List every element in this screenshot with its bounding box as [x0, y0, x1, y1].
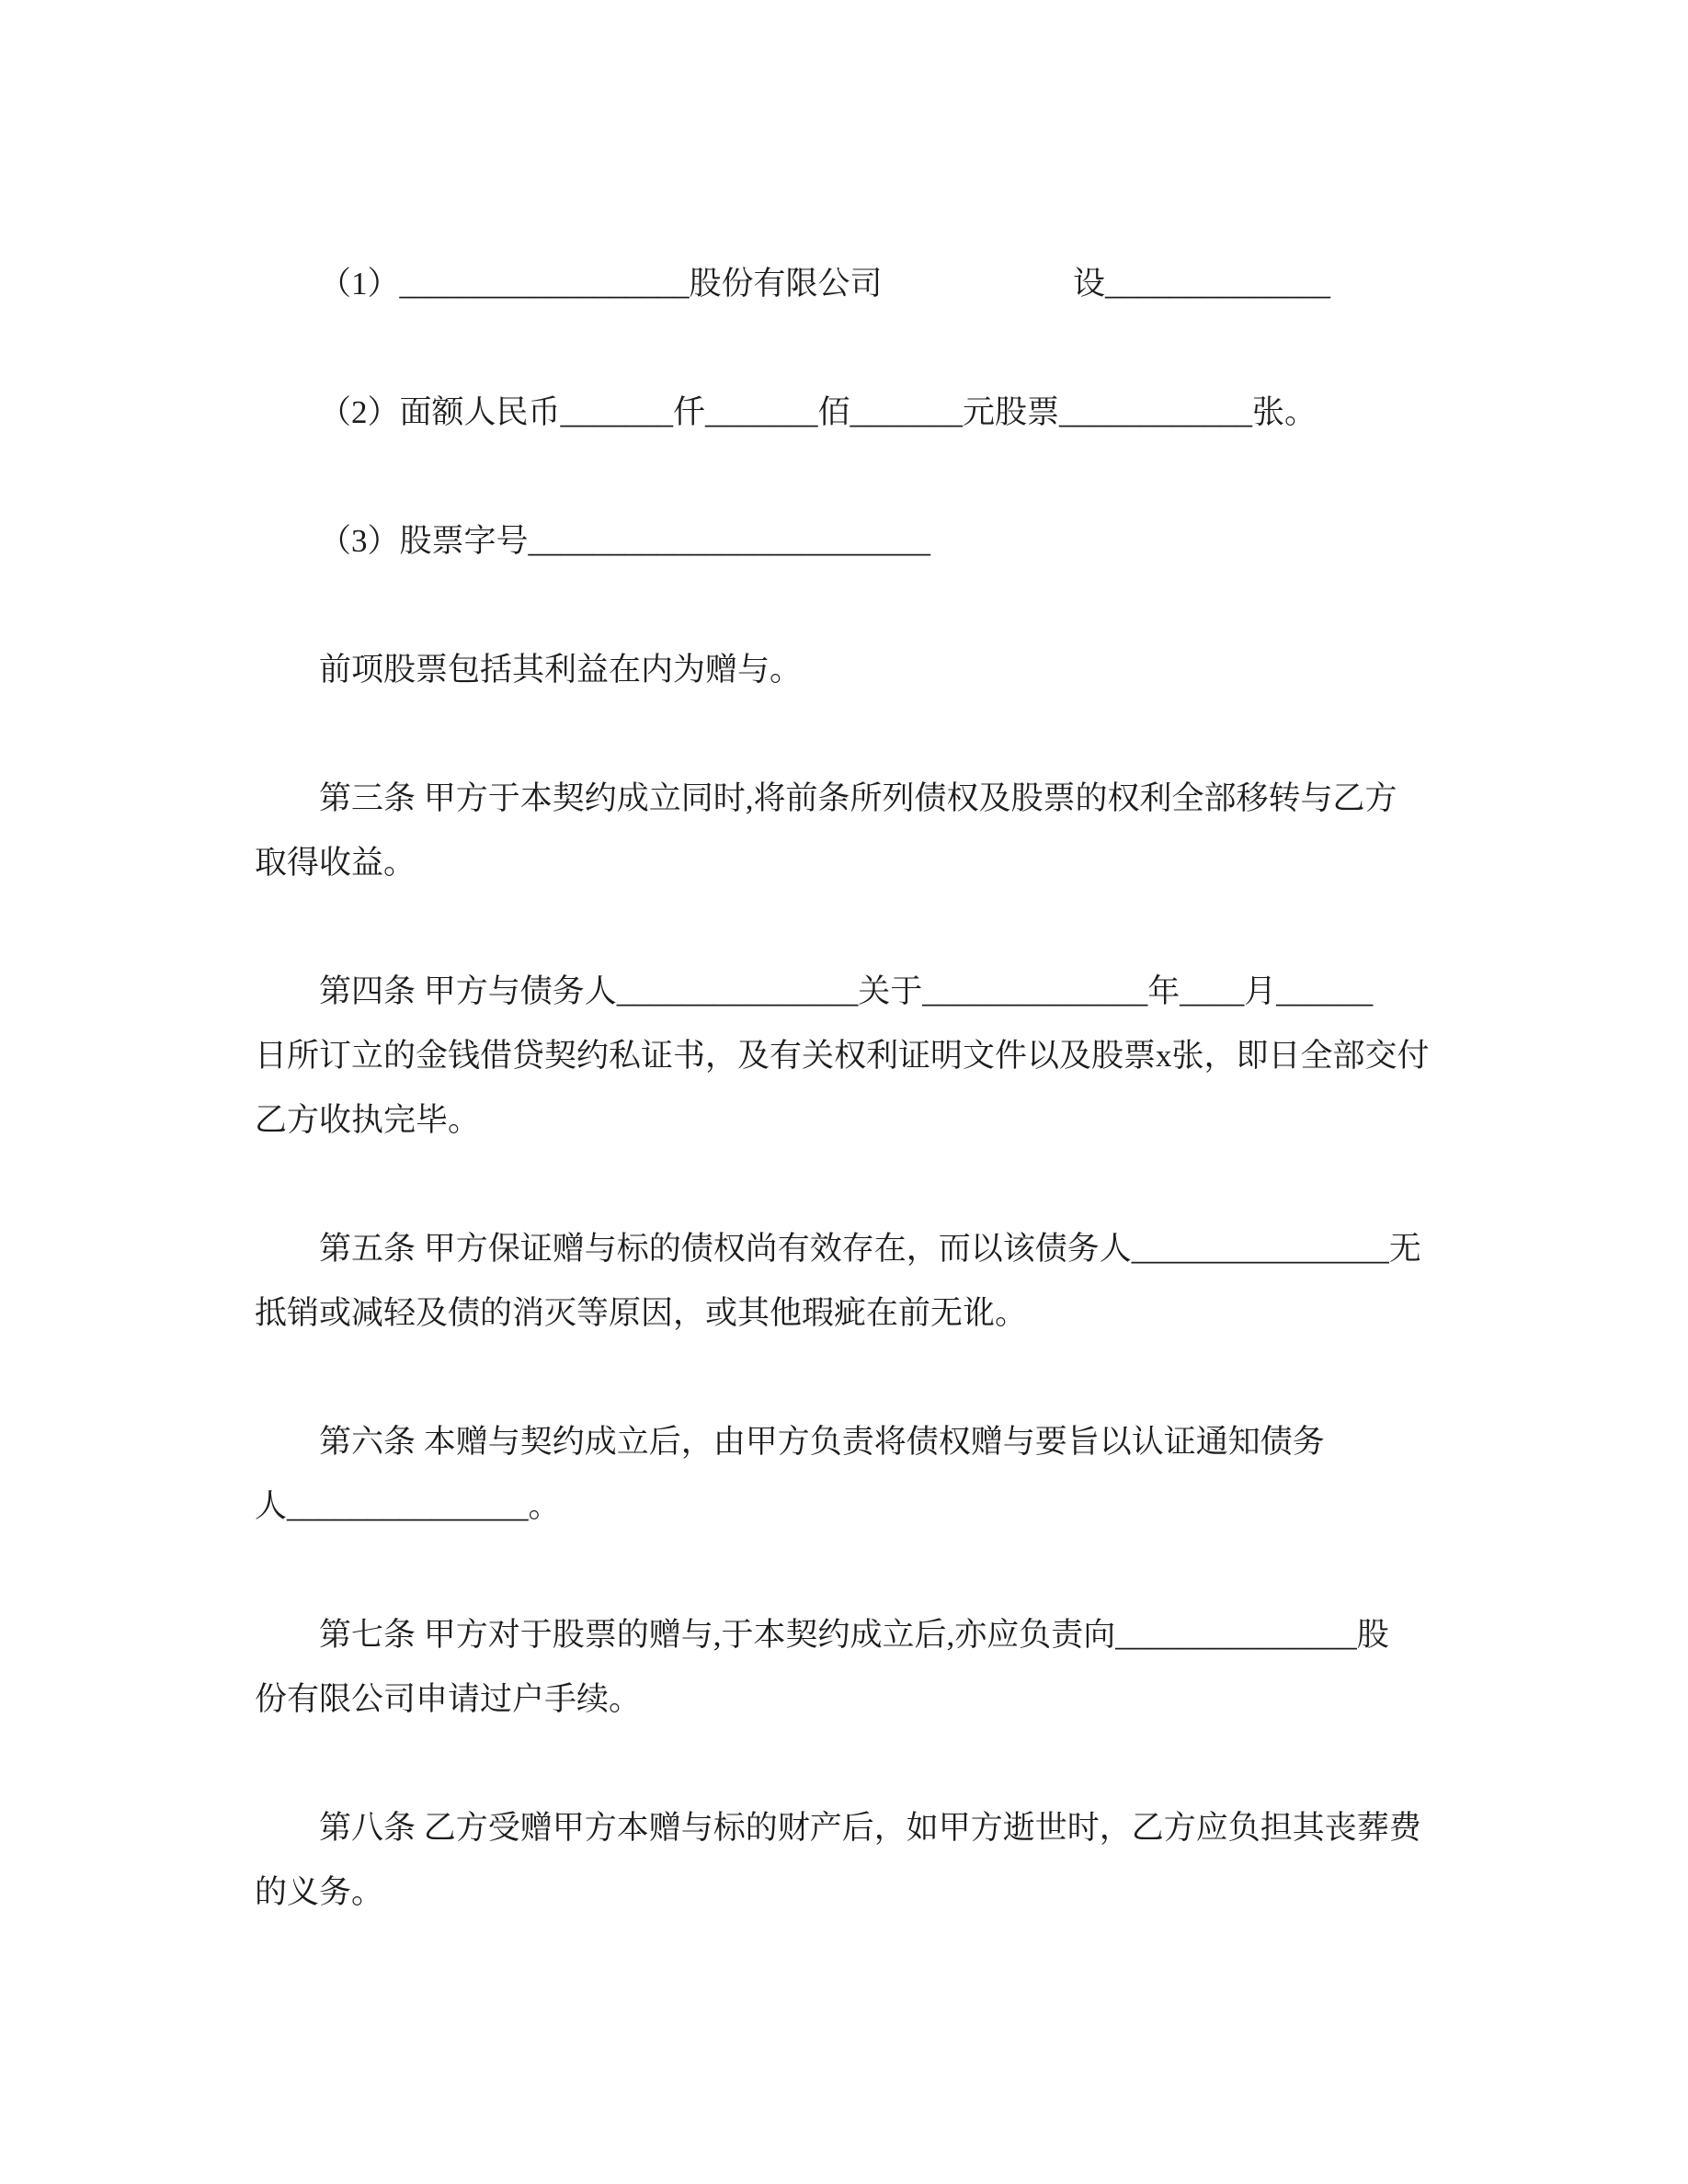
note-line: 前项股票包括其利益在内为赠与。 [319, 652, 803, 688]
clause-4-line-1: 第四条 甲方与债务人_______________关于______________年____月______ [319, 973, 1374, 1009]
clause-8-paragraph [255, 1796, 1451, 1925]
clause-5-line-2: 抵销或减轻及债的消灭等原因，或其他瑕疵在前无讹。 [255, 1295, 1028, 1331]
item-2-paragraph [255, 381, 1451, 445]
clause-8-line-2: 的义务。 [255, 1874, 384, 1910]
item-1-spacer [890, 293, 1065, 294]
clause-6-line-1: 第六条 本赠与契约成立后，由甲方负责将债权赠与要旨以认证通知债务 [319, 1424, 1325, 1460]
clause-4-line-3: 乙方收执完毕。 [255, 1102, 481, 1138]
clause-4-line-2: 日所订立的金钱借贷契约私证书，及有关权利证明文件以及股票x张，即日全部交付 [255, 1038, 1430, 1074]
item-1-establish-blank: 设______________ [1073, 266, 1331, 301]
clause-5-line-1: 第五条 甲方保证赠与标的债权尚有效存在，而以该债务人________________无 [319, 1231, 1421, 1267]
clause-7-line-1: 第七条 甲方对于股票的赠与,于本契约成立后,亦应负责向_______________股 [319, 1617, 1389, 1653]
clause-7-paragraph [255, 1603, 1451, 1732]
clause-6-line-2: 人_______________。 [255, 1488, 561, 1524]
clause-4-paragraph [255, 960, 1451, 1153]
item-1-paragraph [255, 252, 1451, 316]
item-3-line: （3）股票字号_________________________ [319, 523, 931, 559]
item-1-line [255, 252, 1451, 316]
clause-3-line-2: 取得收益。 [255, 845, 416, 881]
note-paragraph [255, 638, 1451, 702]
clause-8-line-1: 第八条 乙方受赠甲方本赠与标的财产后，如甲方逝世时，乙方应负担其丧葬费 [319, 1810, 1421, 1846]
clause-6-paragraph [255, 1410, 1451, 1539]
clause-3-line-1: 第三条 甲方于本契约成立同时,将前条所列债权及股票的权利全部移转与乙方 [319, 780, 1397, 816]
clause-7-line-2: 份有限公司申请过户手续。 [255, 1681, 642, 1717]
item-1-company-blank: （1）__________________股份有限公司 [319, 266, 883, 301]
clause-5-paragraph [255, 1217, 1451, 1346]
item-2-line: （2）面额人民币_______仟_______佰_______元股票____________张。 [319, 394, 1317, 430]
item-3-paragraph [255, 509, 1451, 574]
clause-3-paragraph [255, 767, 1451, 895]
